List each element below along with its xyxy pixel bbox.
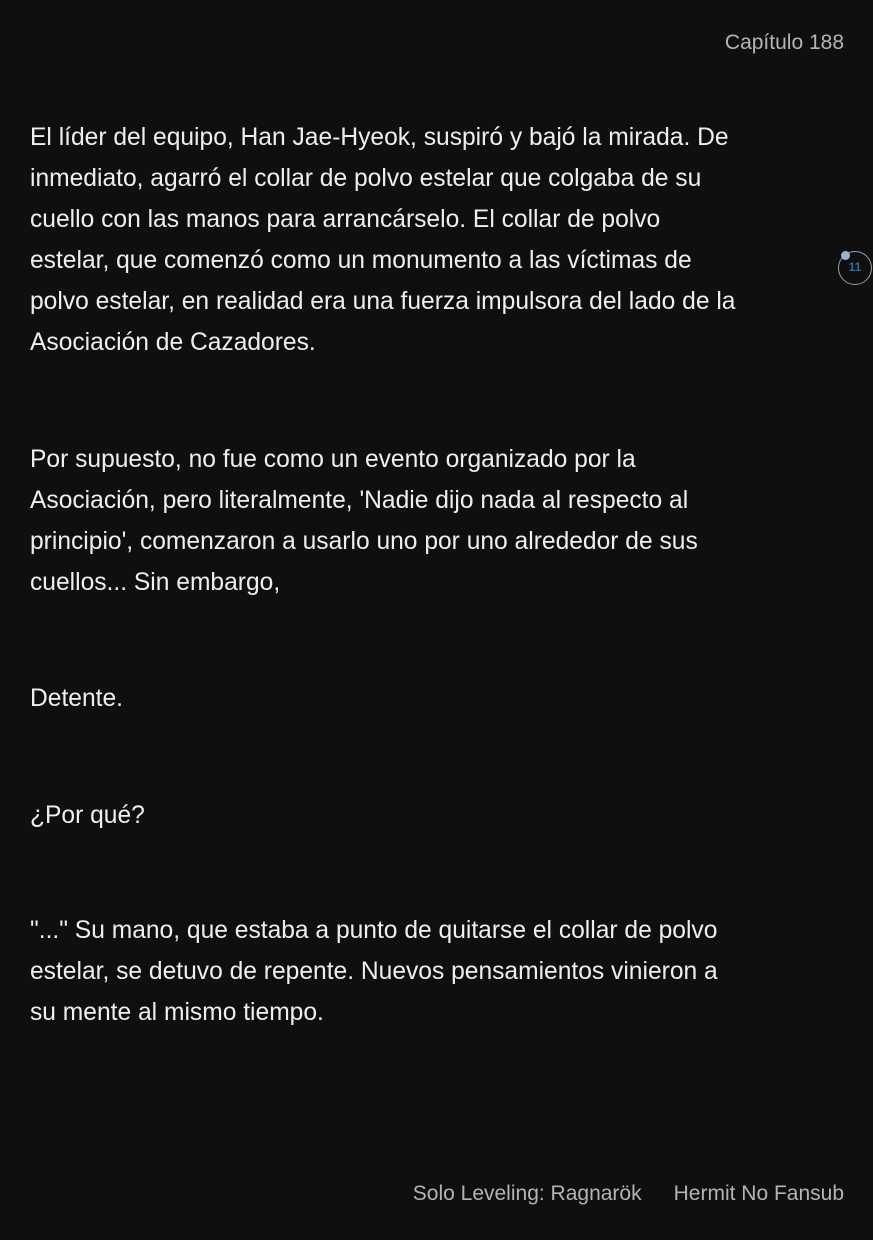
paragraph — [30, 910, 718, 1033]
novel-title: Solo Leveling: Ragnarök — [412, 1182, 642, 1205]
text-line: principio', comenzaron a usarlo uno por uno alrededor de sus — [30, 528, 698, 555]
text-line: "..." Su mano, que estaba a punto de quitarse el collar de polvo — [30, 917, 718, 944]
text-line: Asociación de Cazadores. — [30, 329, 316, 356]
text-line: Detente. — [30, 685, 123, 712]
translator-name: Hermit No Fansub — [673, 1182, 844, 1205]
paragraph — [30, 795, 145, 836]
text-line: cuellos... Sin embargo, — [30, 569, 281, 596]
text-line: inmediato, agarró el collar de polvo estelar que colgaba de su — [30, 165, 702, 192]
text-line: Por supuesto, no fue como un evento organizado por la — [30, 446, 636, 473]
text-line: estelar, que comenzó como un monumento a las víctimas de — [30, 247, 692, 274]
paragraph — [30, 439, 698, 603]
text-line: ¿Por qué? — [30, 802, 145, 829]
footer — [413, 1182, 844, 1206]
text-line: El líder del equipo, Han Jae-Hyeok, suspiró y bajó la mirada. De — [30, 124, 729, 151]
paragraph-comment-badge[interactable] — [838, 251, 872, 285]
text-line: cuello con las manos para arrancárselo. El collar de polvo — [30, 206, 661, 233]
text-line: polvo estelar, en realidad era una fuerza impulsora del lado de la — [30, 288, 736, 315]
text-line: su mente al mismo tiempo. — [30, 999, 324, 1026]
text-line: estelar, se detuvo de repente. Nuevos pensamientos vinieron a — [30, 958, 718, 985]
chapter-title: Capítulo 188 — [724, 31, 844, 54]
dot-icon — [841, 251, 850, 260]
text-line: Asociación, pero literalmente, 'Nadie dijo nada al respecto al — [30, 487, 689, 514]
paragraph — [30, 117, 735, 363]
comment-count: 11 — [848, 260, 862, 274]
paragraph — [30, 678, 123, 719]
